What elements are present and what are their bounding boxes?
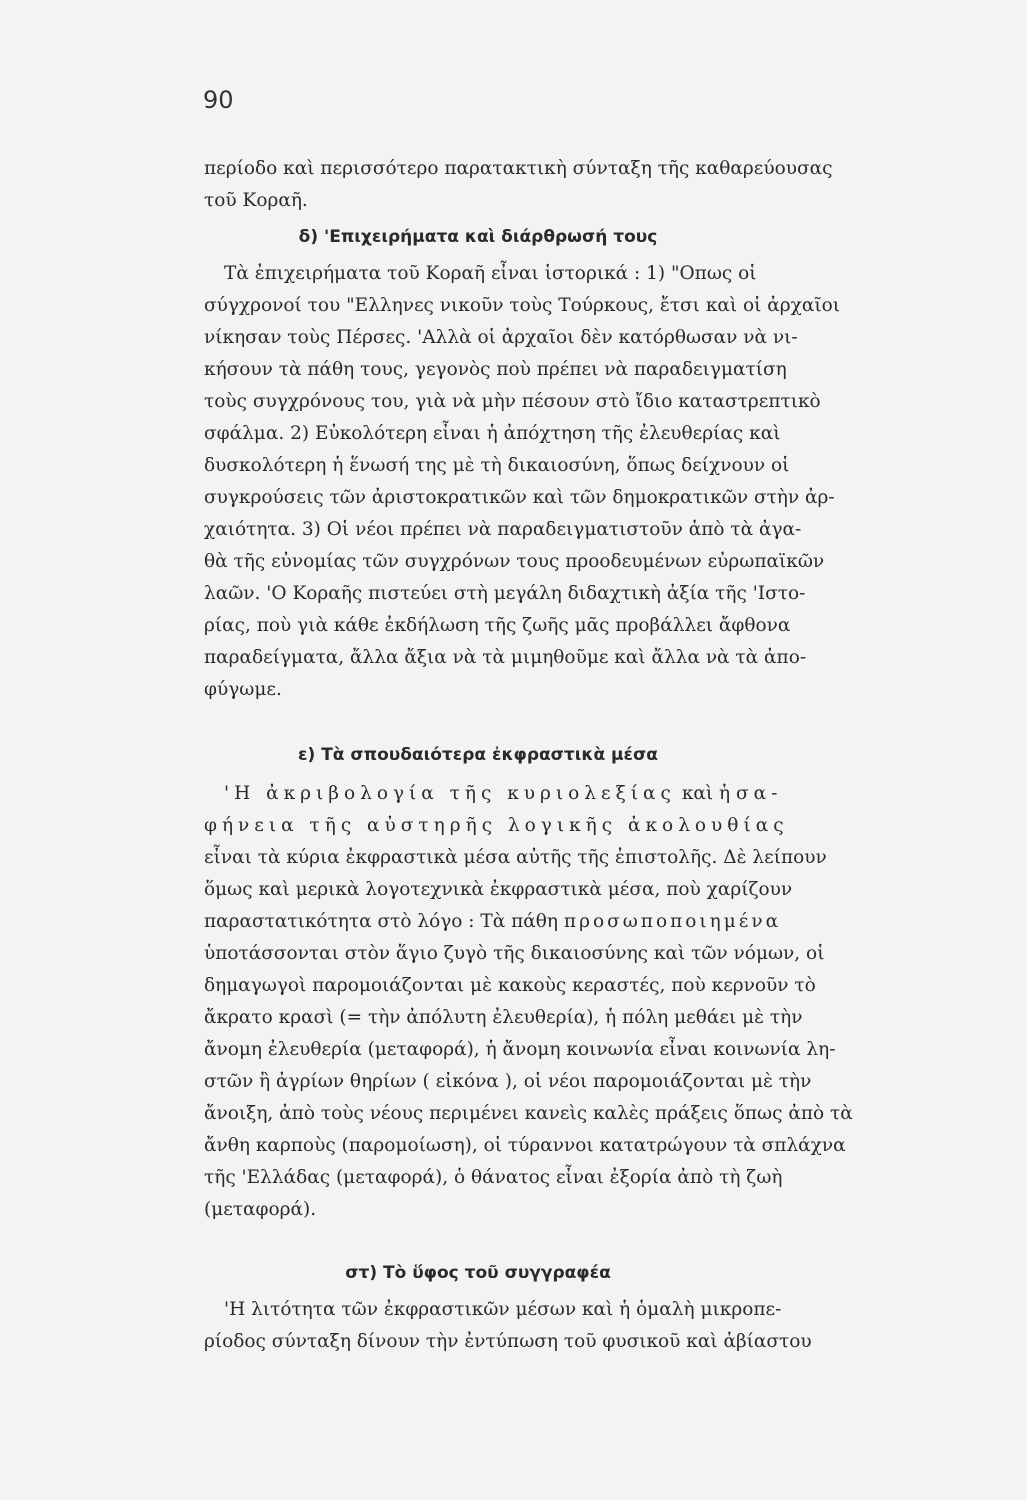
text-line: σφάλμα. 2) Εὐκολότερη εἶναι ἡ ἀπόχτηση τῆς ἐλευθερίας καὶ (204, 423, 781, 444)
text-line: περίοδο καὶ περισσότερο παρατακτικὴ σύνταξη τῆς καθαρεύουσας (204, 158, 833, 179)
section-heading: δ) 'Επιχειρήματα καὶ διάρθρωσή τους (298, 227, 658, 247)
text-line (204, 906, 782, 938)
text-line: ἄνθη καρποὺς (παρομοίωση), οἱ τύραννοι κατατρώγουν τὰ σπλάχνα (204, 1135, 846, 1156)
text-line: σύγχρονοί του "Ελληνες νικοῦν τοὺς Τούρκους, ἔτσι καὶ οἱ ἀρχαῖοι (204, 295, 841, 316)
text-line: ἄκρατο κρασὶ (= τὴν ἀπόλυτη ἐλευθερία), ἡ πόλη μεθάει μὲ τὴν (204, 1007, 803, 1028)
text-line: νίκησαν τοὺς Πέρσες. 'Αλλὰ οἱ ἀρχαῖοι δὲν κατόρθωσαν νὰ νι- (204, 327, 798, 348)
text-line: κήσουν τὰ πάθη τους, γεγονὸς ποὺ πρέπει νὰ παραδειγματίση (204, 359, 787, 380)
text-line: τῆς 'Ελλάδας (μεταφορά), ὁ θάνατος εἶναι ἐξορία ἀπὸ τὴ ζωὴ (204, 1167, 783, 1188)
page-number: 90 (203, 86, 234, 114)
section-heading: ε) Τὰ σπουδαιότερα ἐκφραστικὰ μέσα (298, 745, 658, 765)
text-line: Τὰ ἐπιχειρήματα τοῦ Κοραῆ εἶναι ἱστορικά : 1) "Οπως οἱ (224, 263, 757, 284)
text-line: ρίας, ποὺ γιὰ κάθε ἐκδήλωση τῆς ζωῆς μᾶς προβάλλει ἄφθονα (204, 615, 791, 636)
text-line: δυσκολότερη ἡ ἕνωσή της μὲ τὴ δικαιοσύνη, ὅπως δείχνουν οἱ (204, 455, 790, 476)
text-line: φύγωμε. (204, 679, 282, 700)
text-span: παραστατικότητα στὸ λόγο : Τὰ πάθη (204, 911, 559, 932)
text-line: στῶν ἢ ἀγρίων θηρίων ( εἰκόνα ), οἱ νέοι παρομοιάζονται μὲ τὴν (204, 1071, 812, 1092)
spaced-text: σα- (735, 783, 783, 804)
text-line: ὑποτάσσονται στὸν ἅγιο ζυγὸ τῆς δικαιοσύνης καὶ τῶν νόμων, οἱ (204, 943, 825, 964)
text-line: εἶναι τὰ κύρια ἐκφραστικὰ μέσα αὐτῆς τῆς ἐπιστολῆς. Δὲ λείπουν (204, 847, 827, 868)
text-line: παραδείγματα, ἄλλα ἄξια νὰ τὰ μιμηθοῦμε καὶ ἄλλα νὰ τὰ ἀπο- (204, 647, 807, 668)
intro-paragraph (204, 153, 833, 217)
text-line: φήνεια τῆς αὐστηρῆς λογικῆς ἀκολουθίας (204, 815, 789, 836)
text-line: 'Η λιτότητα τῶν ἐκφραστικῶν μέσων καὶ ἡ ὁμαλὴ μικροπε- (224, 1299, 782, 1320)
text-line: ἄνομη ἐλευθερία (μεταφορά), ἡ ἄνομη κοινωνία εἶναι κοινωνία λη- (204, 1039, 836, 1060)
text-line: ἄνοιξη, ἀπὸ τοὺς νέους περιμένει κανεὶς καλὲς πράξεις ὅπως ἀπὸ τὰ (204, 1103, 853, 1124)
text-line: δημαγωγοὶ παρομοιάζονται μὲ κακοὺς κεραστές, ποὺ κερνοῦν τὸ (204, 975, 816, 996)
text-line: θὰ τῆς εὐνομίας τῶν συγχρόνων τους προοδευμένων εὐρωπαϊκῶν (204, 551, 825, 572)
text-span: καὶ ἡ (681, 783, 731, 804)
text-line: ὅμως καὶ μερικὰ λογοτεχνικὰ ἐκφραστικὰ μέσα, ποὺ χαρίζουν (204, 879, 793, 900)
section-delta (204, 220, 841, 706)
section-st (204, 1256, 812, 1358)
text-line: τοὺς συγχρόνους του, γιὰ νὰ μὴν πέσουν στὸ ἴδιο καταστρεπτικὸ (204, 391, 821, 412)
text-line (204, 778, 783, 810)
text-line: λαῶν. 'Ο Κοραῆς πιστεύει στὴ μεγάλη διδαχτικὴ ἀξία τῆς 'Ιστο- (204, 583, 806, 604)
text-line: συγκρούσεις τῶν ἀριστοκρατικῶν καὶ τῶν δημοκρατικῶν στὴν ἀρ- (204, 487, 835, 508)
section-heading: στ) Τὸ ὕφος τοῦ συγγραφέα (345, 1263, 611, 1283)
spaced-text: προσωποποιημένα (563, 911, 782, 932)
text-line: ρίοδος σύνταξη δίνουν τὴν ἐντύπωση τοῦ φυσικοῦ καὶ ἀβίαστου (204, 1331, 812, 1352)
text-line: τοῦ Κοραῆ. (204, 190, 308, 211)
section-epsilon (204, 738, 853, 1226)
spaced-text: 'Η ἀκριβολογία τῆς κυριολεξίας (224, 783, 676, 804)
text-line: (μεταφορά). (204, 1199, 317, 1220)
text-line: χαιότητα. 3) Οἱ νέοι πρέπει νὰ παραδειγματιστοῦν ἀπὸ τὰ ἀγα- (204, 519, 802, 540)
